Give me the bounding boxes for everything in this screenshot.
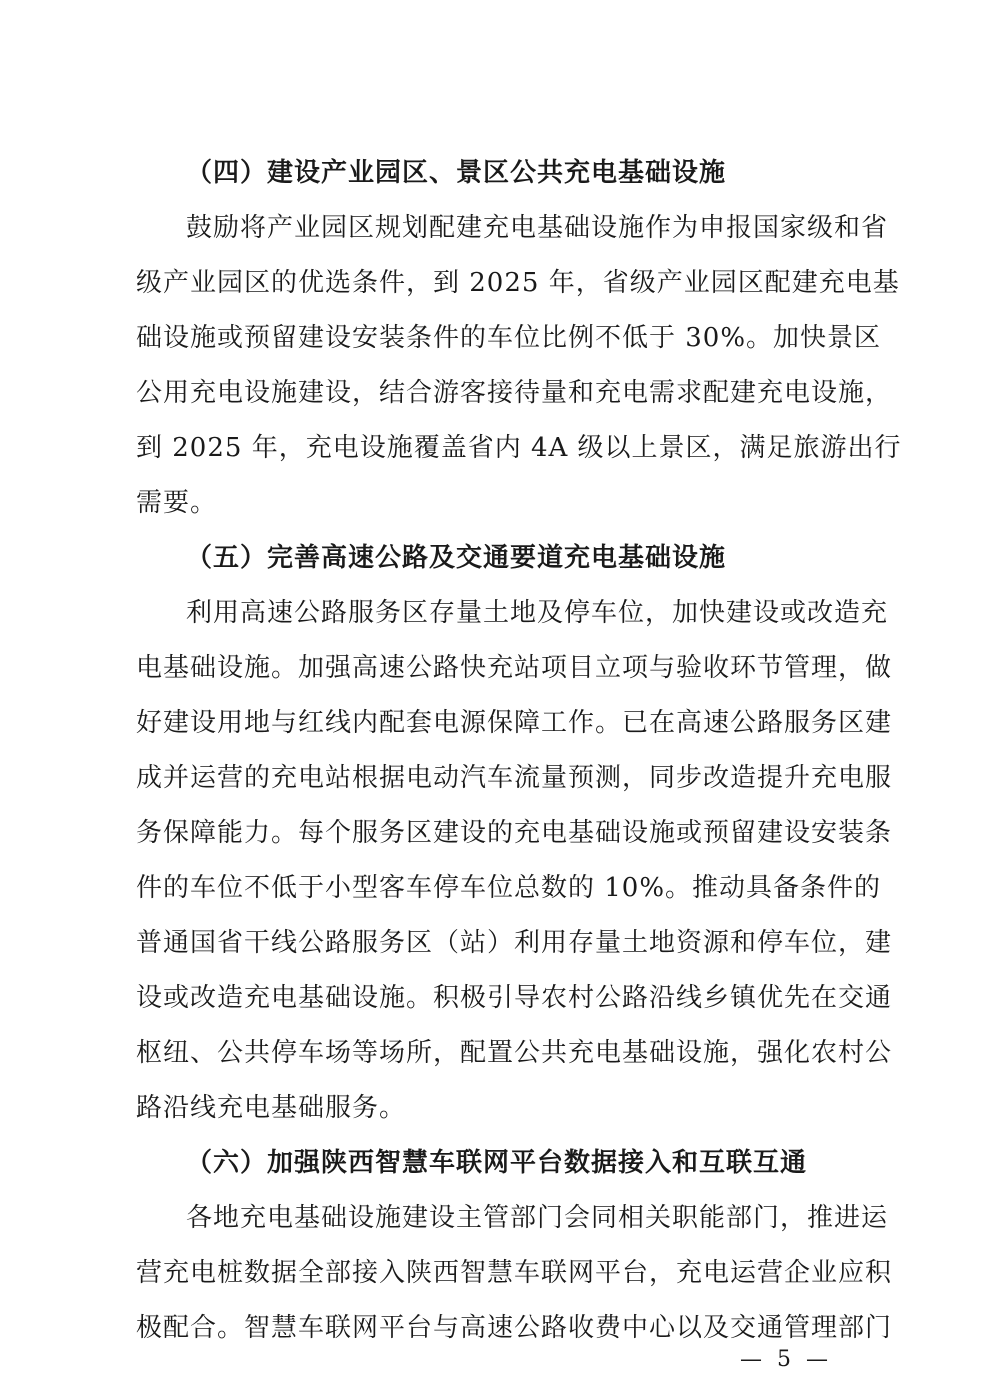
section-6-line-1: 各地充电基础设施建设主管部门会同相关职能部门，推进运: [186, 1203, 889, 1233]
section-5-line-8: 设或改造充电基础设施。积极引导农村公路沿线乡镇优先在交通: [136, 983, 893, 1013]
section-5-line-9: 枢纽、公共停车场等场所，配置公共充电基础设施，强化农村公: [136, 1038, 893, 1068]
section-4-line-2: 级产业园区的优选条件，到 2025 年，省级产业园区配建充电基: [136, 268, 900, 298]
section-6-line-2: 营充电桩数据全部接入陕西智慧车联网平台，充电运营企业应积: [136, 1258, 893, 1288]
section-4-heading: （四）建设产业园区、景区公共充电基础设施: [186, 158, 727, 188]
section-4-line-1: 鼓励将产业园区规划配建充电基础设施作为申报国家级和省: [186, 213, 889, 243]
section-5-line-2: 电基础设施。加强高速公路快充站项目立项与验收环节管理，做: [136, 653, 893, 683]
section-6-heading: （六）加强陕西智慧车联网平台数据接入和互联互通: [186, 1148, 808, 1178]
section-5-line-1: 利用高速公路服务区存量土地及停车位，加快建设或改造充: [186, 598, 889, 628]
section-5-line-10: 路沿线充电基础服务。: [136, 1093, 407, 1123]
section-5-line-7: 普通国省干线公路服务区（站）利用存量土地资源和停车位，建: [136, 928, 893, 958]
section-4-line-5: 到 2025 年，充电设施覆盖省内 4A 级以上景区，满足旅游出行: [136, 433, 902, 463]
section-5-line-4: 成并运营的充电站根据电动汽车流量预测，同步改造提升充电服: [136, 763, 893, 793]
section-6-line-3: 极配合。智慧车联网平台与高速公路收费中心以及交通管理部门: [136, 1313, 893, 1343]
section-4-line-6: 需要。: [136, 488, 218, 518]
section-5-line-6: 件的车位不低于小型客车停车位总数的 10%。推动具备条件的: [136, 873, 882, 903]
section-5-line-5: 务保障能力。每个服务区建设的充电基础设施或预留建设安装条: [136, 818, 893, 848]
section-5-line-3: 好建设用地与红线内配套电源保障工作。已在高速公路服务区建: [136, 708, 893, 738]
section-5-heading: （五）完善高速公路及交通要道充电基础设施: [186, 543, 727, 573]
section-4-line-3: 础设施或预留建设安装条件的车位比例不低于 30%。加快景区: [136, 323, 882, 353]
section-4-line-4: 公用充电设施建设，结合游客接待量和充电需求配建充电设施，: [136, 378, 893, 408]
page-number: — 5 —: [740, 1347, 832, 1372]
